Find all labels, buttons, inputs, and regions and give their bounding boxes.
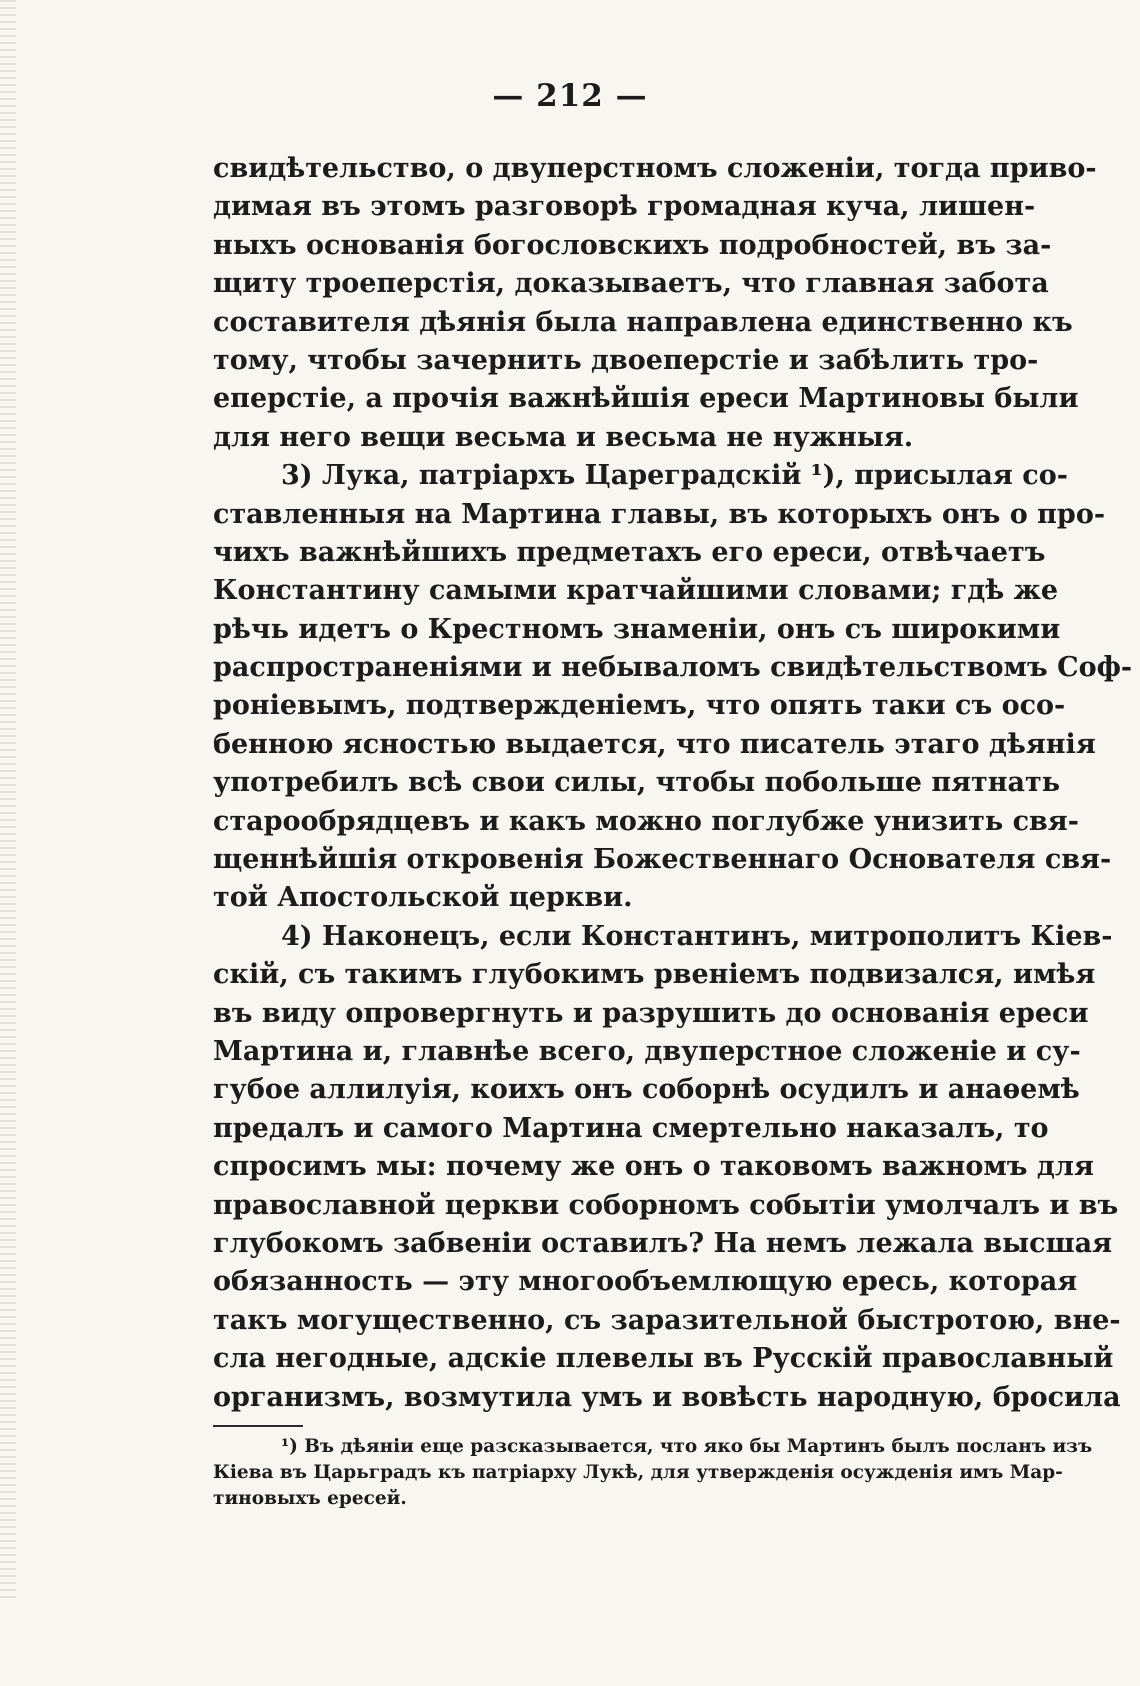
text-line: употребилъ всѣ свои силы, чтобы побольше пятнать xyxy=(213,767,1061,799)
text-line: ставленныя на Мартина главы, въ которыхъ онъ о про- xyxy=(213,498,1106,530)
footnote-divider xyxy=(213,1425,303,1427)
text-line: сла негодные, адскіе плевелы въ Русскій православный xyxy=(213,1343,1114,1375)
text-line: ныхъ основанія богословскихъ подробностей, въ за- xyxy=(213,229,1052,261)
text-line: губое аллилуія, коихъ онъ соборнѣ осудилъ и анаѳемѣ xyxy=(213,1074,1080,1106)
text-line: глубокомъ забвеніи оставилъ? На немъ лежала высшая xyxy=(213,1227,1113,1259)
page-number: — 212 — xyxy=(492,78,648,114)
text-line: составителя дѣянія была направлена единственно къ xyxy=(213,306,1073,338)
text-line: для него вещи весьма и весьма не нужныя. xyxy=(213,421,914,453)
text-line: свидѣтельство, о двуперстномъ сложеніи, тогда приво- xyxy=(213,153,1097,184)
footnote xyxy=(213,1434,1093,1512)
text-line: тому, чтобы зачернить двоеперстіе и забѣлить тро- xyxy=(213,344,1039,376)
text-line: щиту троеперстія, доказываетъ, что главная забота xyxy=(213,268,1049,300)
text-line: роніевымъ, подтвержденіемъ, что опять таки съ осо- xyxy=(213,690,1066,722)
text-line: обязанность — эту многообъемлющую ересь, которая xyxy=(213,1266,1078,1298)
footnote-line: ¹) Въ дѣяніи еще разсказывается, что яко бы Мартинъ былъ посланъ изъ xyxy=(281,1436,1093,1457)
text-line: организмъ, возмутила умъ и вовѣсть народную, бросила xyxy=(213,1381,1121,1413)
text-line: въ виду опровергнуть и разрушить до основанія ереси xyxy=(213,997,1089,1029)
text-line: щеннѣйшія откровенія Божественнаго Основателя свя- xyxy=(213,844,1112,876)
paragraph-2 xyxy=(213,457,1133,918)
text-line: распространеніями и небываломъ свидѣтельствомъ Соф- xyxy=(213,652,1133,684)
paragraph-3 xyxy=(213,918,1121,1417)
text-line: 3) Лука, патріархъ Цареградскій ¹), присылая со- xyxy=(281,460,1068,492)
footnote-line: Кіева въ Царьградъ къ патріарху Лукѣ, для утвержденія осужденія имъ Мар- xyxy=(213,1462,1063,1483)
text-line: димая въ этомъ разговорѣ громадная куча, лишен- xyxy=(213,191,1036,223)
body-text xyxy=(213,150,1133,1417)
text-line: предалъ и самого Мартина смертельно наказалъ, то xyxy=(213,1112,1049,1144)
scan-edge-artifact xyxy=(0,0,16,1600)
footnote-line: тиновыхъ ересей. xyxy=(213,1488,407,1509)
text-line: той Апостольской церкви. xyxy=(213,882,633,914)
text-line: православной церкви соборномъ событіи умолчалъ и въ xyxy=(213,1189,1119,1221)
text-line: старообрядцевъ и какъ можно поглубже унизить свя- xyxy=(213,805,1079,837)
text-line: скій, съ такимъ глубокимъ рвеніемъ подвизался, имѣя xyxy=(213,959,1096,991)
text-line: бенною ясностью выдается, что писатель этаго дѣянія xyxy=(213,728,1096,760)
text-line: Константину самыми кратчайшими словами; гдѣ же xyxy=(213,575,1059,607)
text-line: спросимъ мы: почему же онъ о таковомъ важномъ для xyxy=(213,1151,1094,1183)
text-line: чихъ важнѣйшихъ предметахъ его ереси, отвѣчаетъ xyxy=(213,536,1046,568)
text-line: 4) Наконецъ, если Константинъ, митрополитъ Кіев- xyxy=(281,920,1113,952)
text-line: Мартина и, главнѣе всего, двуперстное сложеніе и су- xyxy=(213,1035,1081,1067)
text-line: такъ могущественно, съ заразительной быстротою, вне- xyxy=(213,1304,1121,1336)
text-line: рѣчь идетъ о Крестномъ знаменіи, онъ съ широкими xyxy=(213,613,1061,645)
paragraph-1 xyxy=(213,150,1097,457)
text-line: еперстіе, а прочія важнѣйшія ереси Мартиновы были xyxy=(213,383,1079,415)
